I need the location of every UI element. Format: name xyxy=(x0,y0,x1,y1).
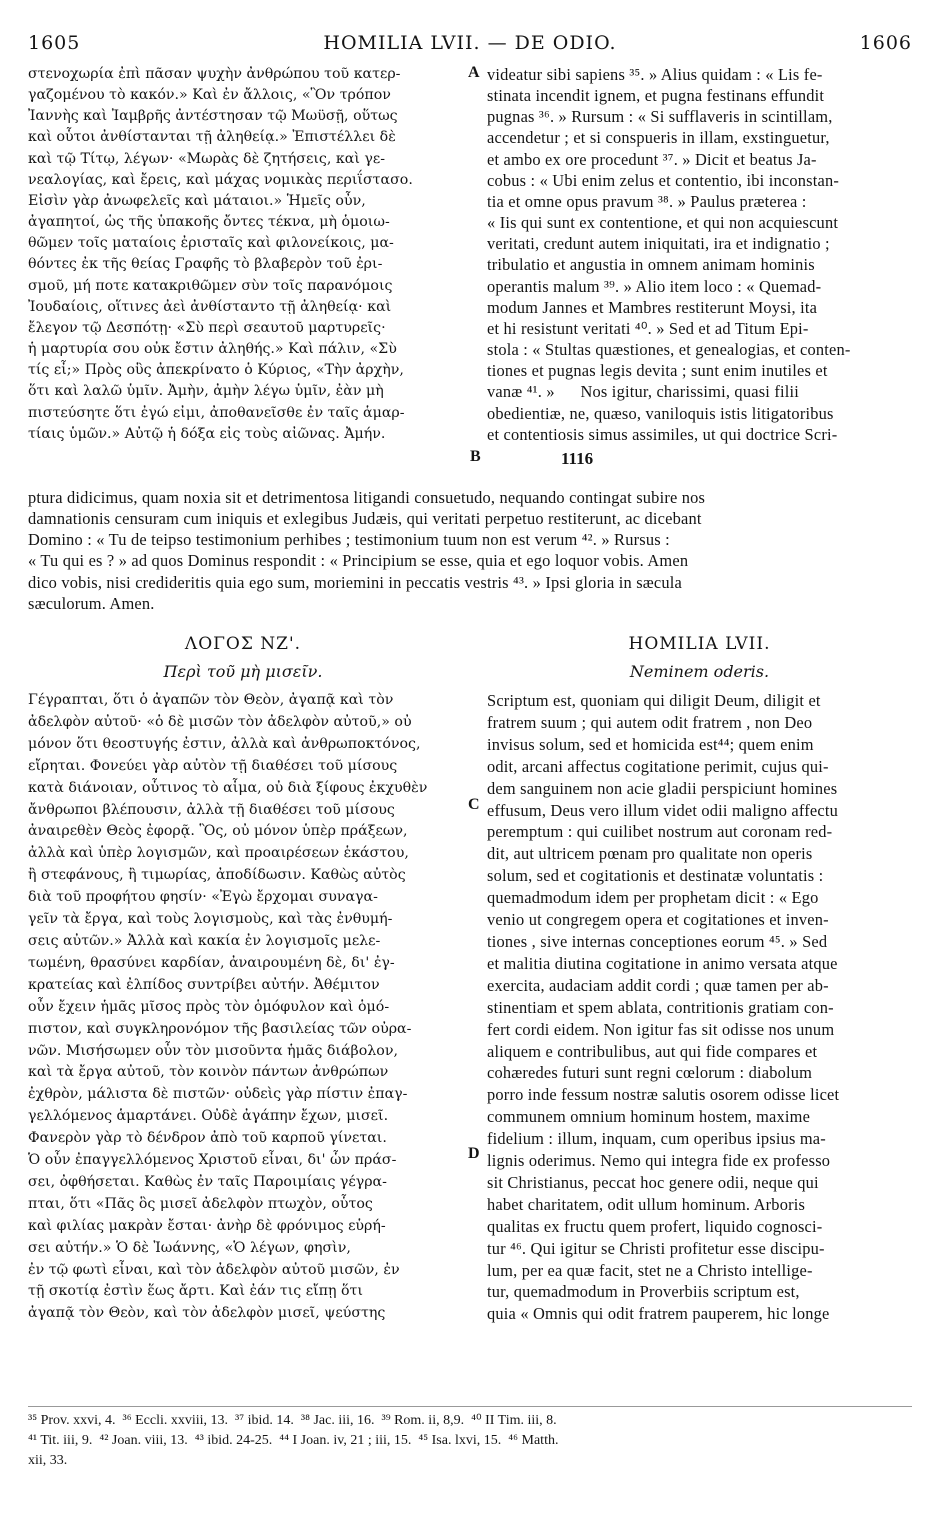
greek-text-line: Ἰουδαίοις, οἵτινες ἀεὶ ἀνθίσταντο τῇ ἀληθείᾳ· καὶ xyxy=(28,298,392,315)
latin-text-line: veritati, credunt autem iniquitati, ira et indignatio ; xyxy=(487,234,830,254)
greek-text-line: θῶμεν τοῖς ματαίοις ἐρισταῖς καὶ φιλονείκοις, μα- xyxy=(28,235,394,252)
latin-text-line: videatur sibi sapiens ³⁵. » Alius quidam : « Lis fe- xyxy=(487,65,823,84)
greek-text-line: θόντες ἐκ τῆς θείας Γραφῆς τὸ βλαβερὸν τοῦ ἐρι- xyxy=(28,256,383,273)
column-number: 1116 xyxy=(561,449,594,468)
latin-text-line: invisus solum, sed et homicida est⁴⁴; quem enim xyxy=(487,734,814,754)
latin-text-line: « Iis qui sunt ex contentione, et qui non acquiescunt xyxy=(487,213,839,233)
running-header xyxy=(28,32,912,58)
footnote-line: ³⁵ Prov. xxvi, 4. ³⁶ Eccli. xxviii, 13. ³⁷ ibid. 14. ³⁸ Jac. iii, 16. ³⁹ Rom. ii, 8,9. ⁴⁰ II Tim. iii, 8. xyxy=(28,1413,557,1428)
greek-text-line: ἔλεγον τῷ Δεσπότῃ· «Σὺ περὶ σεαυτοῦ μαρτυρεῖς· xyxy=(28,319,386,336)
latin-text-line: Domino : « Tu de teipso testimonium perhibes ; testimonium tuum non est verum ⁴². » Rursus : xyxy=(28,530,670,550)
latin-text-line: lum, per ea quæ facit, stet ne a Christo intellige- xyxy=(487,1260,813,1280)
greek-text-line: διὰ τοῦ προφήτου φησίν· «Ἐγὼ ἔρχομαι συναγα- xyxy=(28,889,378,906)
greek-text-line: κρατείας καὶ ἐλπίδος συντρίβει αὐτήν. Ἀθέμιτον xyxy=(28,976,380,993)
running-title: HOMILIA LVII. — DE ODIO. xyxy=(323,32,617,54)
latin-homily-heading: HOMILIA LVII. xyxy=(628,634,771,654)
latin-text-line: dico vobis, nisi credideritis quia ego sum, moriemini in peccatis vestris ⁴³. » Ipsi gloria in sæcula xyxy=(28,572,683,592)
latin-text-line: qualitas ex fructu quem profert, liquido cognosci- xyxy=(487,1216,823,1236)
latin-text-line: sæculorum. Amen. xyxy=(28,593,155,613)
latin-text-line: et contentiosis simus assimiles, ut qui doctrice Scri- xyxy=(487,424,838,444)
greek-text-line: πιστεύσητε ὅτι ἐγώ εἰμι, ἀποθανεῖσθε ἐν ταῖς ἁμαρ- xyxy=(28,404,405,421)
latin-text-line: porro inde fessum nostræ salutis osorem odisse licet xyxy=(487,1085,840,1105)
greek-text-line: ἄνθρωποι βλέπουσιν, ἀλλὰ τῇ διαθέσει τοῦ μίσους xyxy=(28,801,395,818)
greek-text-line: ἡ μαρτυρία σου οὐκ ἔστιν ἀληθής.» Καὶ πάλιν, «Σὺ xyxy=(28,341,397,358)
greek-text-line: σμοῦ, μή ποτε κατακριθῶμεν σὺν τοῖς παρανόμοις xyxy=(28,277,393,294)
greek-text-line: ὅτι καὶ λαλῶ ὑμῖν. Ἀμὴν, ἀμὴν λέγω ὑμῖν, ἐὰν μὴ xyxy=(28,383,384,400)
greek-text-line: γεῖν τὰ ἔργα, καὶ τοὺς λογισμοὺς, καὶ τὰς ἐνθυμή- xyxy=(28,911,393,928)
latin-text-line: vanæ ⁴¹. » Nos igitur, charissimi, quasi filii xyxy=(487,382,799,402)
latin-text-line: sit Christianus, peccat hoc genere odii, neque qui xyxy=(487,1172,819,1192)
greek-text-line: ἀγαπητοί, ὡς τῆς ὑπακοῆς ὄντες τέκνα, μὴ ὁμοιω- xyxy=(28,214,390,231)
latin-text-line: aliquem e contribulibus, aut qui fide compares et xyxy=(487,1041,818,1061)
latin-text-line: lignis oderimus. Nemo qui integra fide ex professo xyxy=(487,1151,831,1171)
greek-text-line: καὶ τὰ ἔργα αὐτοῦ, τὸν κοινὸν πάντων ἀνθρώπων xyxy=(28,1064,389,1081)
latin-text-line: venio ut congregem opera et cogitationes et inven- xyxy=(487,910,829,930)
latin-text-line: peremptum : qui cuilibet nostrum aut coronam red- xyxy=(487,822,833,842)
footnote-rule xyxy=(28,1406,912,1407)
latin-text-line: operantis malum ³⁹. » Alio item loco : « Quemad- xyxy=(487,276,822,296)
latin-homily-subheading: Neminem oderis. xyxy=(629,662,770,681)
greek-text-line: ἐχθρὸν, μάλιστα δὲ πιστῶν· οὐδεὶς γὰρ πίστιν ἐπαγ- xyxy=(28,1086,408,1103)
latin-text-line: stola : « Stultas quæstiones, et genealogias, et conten- xyxy=(487,340,851,360)
latin-text-line: exercita, audaciam addit cordi ; quæ tamen per ab- xyxy=(487,975,829,995)
greek-text-line: τίς εἶ;» Πρὸς οὓς ἀπεκρίνατο ὁ Κύριος, «Τὴν ἀρχὴν, xyxy=(28,362,404,379)
greek-text-line: ἀδελφὸν αὐτοῦ· «ὁ δὲ μισῶν τὸν ἀδελφὸν αὐτοῦ,» οὐ xyxy=(28,713,412,730)
greek-text-line: κατὰ διάνοιαν, οὗτινος τὸ αἷμα, οὐ διὰ ξίφους ἐκχυθὲν xyxy=(28,779,428,796)
margin-letter-c: C xyxy=(468,796,480,813)
greek-text-line: σει, ὀφθήσεται. Καθὼς ἐν ταῖς Παροιμίαις γέγρα- xyxy=(28,1173,387,1190)
latin-text-line: tiones , sive internas conceptiones eorum ⁴⁵. » Sed xyxy=(487,931,828,951)
greek-text-line: εἴρηται. Φονεύει γὰρ αὐτὸν τῇ διαθέσει τοῦ μίσους xyxy=(28,757,398,774)
greek-text-line: καὶ φιλίας μακρὰν ἔσται· ἀνὴρ δὲ φρόνιμος εὑρή- xyxy=(28,1217,386,1234)
latin-text-line: accendetur ; et si conspueris in illam, exstinguetur, xyxy=(487,128,830,148)
latin-text-line: tribulatio et angustia in omnem animam hominis xyxy=(487,255,815,275)
greek-text-line: καὶ οὗτοι ἀνθίστανται τῇ ἀληθείᾳ.» Ἐπιστέλλει δὲ xyxy=(28,129,396,146)
latin-text-line: ptura didicimus, quam noxia sit et detrimentosa litigandi consuetudo, nequando contingat subire nos xyxy=(28,488,706,507)
latin-column-bottom xyxy=(487,690,839,1325)
latin-column-top xyxy=(487,64,851,445)
greek-text-line: Ἰαννὴς καὶ Ἰαμβρῆς ἀντέστησαν τῷ Μωϋσῇ, οὕτως xyxy=(28,108,398,125)
latin-text-line: odit, arcani affectus cogitatione perimit, cujus qui- xyxy=(487,756,829,776)
greek-text-line: γαζομένου τὸ κακόν.» Καὶ ἐν ἄλλοις, «Ὃν τρόπον xyxy=(28,87,391,104)
latin-text-line: modum Jannes et Mambres restiterunt Moysi, ita xyxy=(487,297,818,317)
latin-text-line: « Tu qui es ? » ad quos Dominus respondit : « Principium se esse, quia et ego loquor vobis. Amen xyxy=(28,551,689,571)
latin-text-line: effusum, Deus vero illum videt odii maligno affectu xyxy=(487,800,838,820)
greek-text-line: τίαις ὑμῶν.» Αὐτῷ ἡ δόξα εἰς τοὺς αἰῶνας. Ἀμήν. xyxy=(28,425,386,442)
greek-text-line: οὖν ἔχειν ἡμᾶς μῖσος πρὸς τὸν ὁμόφυλον καὶ ὁμό- xyxy=(28,998,390,1015)
latin-text-line: damnationis censuram cum iniquis et exlegibus Judæis, qui veritati perpetuo restiterunt, ac dicebant xyxy=(28,509,702,529)
latin-text-line: tia et omne opus pravum ³⁸. » Paulus præterea : xyxy=(487,191,807,211)
greek-text-line: πιστον, καὶ συγκληρονόμον τῆς βασιλείας τῶν οὐρα- xyxy=(28,1020,412,1037)
footnotes xyxy=(28,1411,912,1471)
greek-text-line: καὶ τῷ Τίτῳ, λέγων· «Μωρὰς δὲ ζητήσεις, καὶ γε- xyxy=(28,150,386,167)
greek-text-line: τῇ σκοτίᾳ ἐστὶν ἕως ἄρτι. Καὶ ἐάν τις εἴπῃ ὅτι xyxy=(28,1283,363,1300)
greek-text-line: Γέγραπται, ὅτι ὁ ἀγαπῶν τὸν Θεὸν, ἀγαπᾷ καὶ τὸν xyxy=(28,692,394,708)
greek-column-bottom xyxy=(28,690,427,1325)
greek-homily-subheading: Περὶ τοῦ μὴ μισεῖν. xyxy=(163,662,323,681)
latin-text-line: communem omnium hominum hostem, maxime xyxy=(487,1107,811,1127)
margin-letter-d: D xyxy=(468,1145,480,1162)
greek-homily-heading: ΛΟΓΟΣ ΝΖ'. xyxy=(184,634,302,654)
margin-letter-a: A xyxy=(468,64,480,81)
greek-text-line: ἢ στεφάνους, ἢ τιμωρίας, ἀποδίδωσιν. Καθὼς αὐτὸς xyxy=(28,867,406,884)
greek-text-line: τωμένη, θρασύνει καρδίαν, ἀναιρουμένη δὲ, δι' ἐγ- xyxy=(28,954,395,971)
footnote-line: xii, 33. xyxy=(28,1453,68,1468)
latin-text-line: stinata incendit ignem, et pugna festinans effundit xyxy=(487,86,825,106)
latin-text-line: cobus : « Ubi enim zelus et contentio, ibi inconstan- xyxy=(487,170,840,190)
greek-text-line: πται, ὅτι «Πᾶς ὃς μισεῖ ἀδελφὸν πτωχὸν, οὗτος xyxy=(28,1195,373,1212)
latin-text-line: tiones et pugnas legis devita ; sunt enim inutiles et xyxy=(487,361,828,381)
latin-text-line: tur ⁴⁶. Qui igitur se Christi profitetur esse discipu- xyxy=(487,1238,825,1258)
latin-text-line: dit, aut ultricem pœnam pro qualitate non operis xyxy=(487,844,813,864)
latin-text-line: fratrem suum ; qui autem odit fratrem , non Deo xyxy=(487,712,813,732)
latin-text-line: et ambo ex ore procedunt ³⁷. » Dicit et beatus Ja- xyxy=(487,149,817,169)
latin-text-line: pugnas ³⁶. » Rursum : « Si sufflaveris in scintillam, xyxy=(487,107,833,127)
greek-text-line: μόνον ὅτι θεοστυγής ἐστιν, ἀλλὰ καὶ ἀνθρωποκτόνος, xyxy=(28,735,421,752)
latin-text-line: fidelium : illum, inquam, cum operibus ipsius ma- xyxy=(487,1129,826,1149)
latin-text-line: solum, sed et cogitationis et destinatæ voluntatis : xyxy=(487,866,824,886)
greek-text-line: ἐν τῷ φωτὶ εἶναι, καὶ τὸν ἀδελφὸν αὐτοῦ μισῶν, ἐν xyxy=(28,1261,400,1278)
greek-text-line: στενοχωρία ἐπὶ πᾶσαν ψυχὴν ἀνθρώπου τοῦ κατερ- xyxy=(28,66,401,82)
greek-text-line: Ὁ οὖν ἐπαγγελλόμενος Χριστοῦ εἶναι, δι' ὧν πράσ- xyxy=(28,1152,397,1169)
page-number-left: 1605 xyxy=(28,32,81,54)
latin-text-line: fert cordi eidem. Non igitur fas sit odisse nos unum xyxy=(487,1019,835,1039)
latin-text-line: habet charitatem, odit ullum hominum. Arboris xyxy=(487,1194,806,1214)
latin-text-line: quia « Omnis qui odit fratrem pauperem, hic longe xyxy=(487,1304,830,1324)
latin-text-line: obedientiæ, ne, quæso, vaniloquis istis litigatoribus xyxy=(487,403,834,423)
footnote-line: ⁴¹ Tit. iii, 9. ⁴² Joan. viii, 13. ⁴³ ibid. 24-25. ⁴⁴ I Joan. iv, 21 ; iii, 15. ⁴⁵ Isa. lxvi, 15. ⁴⁶ Matth. xyxy=(28,1433,559,1448)
latin-text-line: quemadmodum idem per prophetam dicit : « Ego xyxy=(487,888,819,908)
greek-column-top xyxy=(28,64,413,445)
latin-full-width-text xyxy=(28,487,912,614)
latin-text-line: Scriptum est, quoniam qui diligit Deum, diligit et xyxy=(487,691,821,710)
greek-text-line: Φανερὸν γὰρ τὸ δένδρον ἀπὸ τοῦ καρποῦ γίνεται. xyxy=(28,1130,387,1147)
greek-text-line: ἀγαπᾷ τὸν Θεὸν, καὶ τὸν ἀδελφὸν μισεῖ, ψεύστης xyxy=(28,1305,386,1322)
latin-text-line: tur, quemadmodum in Proverbiis scriptum est, xyxy=(487,1282,800,1302)
greek-text-line: νεαλογίας, καὶ ἔρεις, καὶ μάχας νομικὰς περιΐστασο. xyxy=(28,171,413,188)
greek-text-line: σει αὐτήν.» Ὁ δὲ Ἰωάννης, «Ὁ λέγων, φησὶν, xyxy=(28,1239,351,1256)
page-number-right: 1606 xyxy=(859,32,912,54)
greek-text-line: γελλόμενος ἁμαρτάνει. Οὐδὲ ἀγάπην ἔχων, μισεῖ. xyxy=(28,1108,389,1125)
latin-text-line: dem sanguinem non acie gladii perspiciunt homines xyxy=(487,778,838,798)
greek-text-line: ἀναιρεθὲν Θεὸς ἐφορᾷ. Ὃς, οὐ μόνον ὑπὲρ πράξεων, xyxy=(28,823,408,840)
latin-text-line: et malitia diutina cogitatione in animo versata atque xyxy=(487,953,838,973)
margin-letter-b: B xyxy=(470,448,481,465)
greek-text-line: σεις αὐτῶν.» Ἀλλὰ καὶ κακία ἐν λογισμοῖς μελε- xyxy=(28,932,381,949)
latin-text-line: cohæredes futuri sunt regni cœlorum : diabolum xyxy=(487,1063,813,1083)
latin-text-line: et hi resistunt veritati ⁴⁰. » Sed et ad Titum Epi- xyxy=(487,318,809,338)
greek-text-line: Εἰσὶν γὰρ ἀνωφελεῖς καὶ μάταιοι.» Ἡμεῖς οὖν, xyxy=(28,192,366,209)
greek-text-line: νῶν. Μισήσωμεν οὖν τὸν μισοῦντα ἡμᾶς διάβολον, xyxy=(28,1042,398,1059)
greek-text-line: ἀλλὰ καὶ ὑπὲρ λογισμῶν, καὶ προαιρέσεων ἑκάστου, xyxy=(28,845,409,862)
latin-text-line: stinentiam et spem ablata, contritionis gratiam con- xyxy=(487,997,834,1017)
